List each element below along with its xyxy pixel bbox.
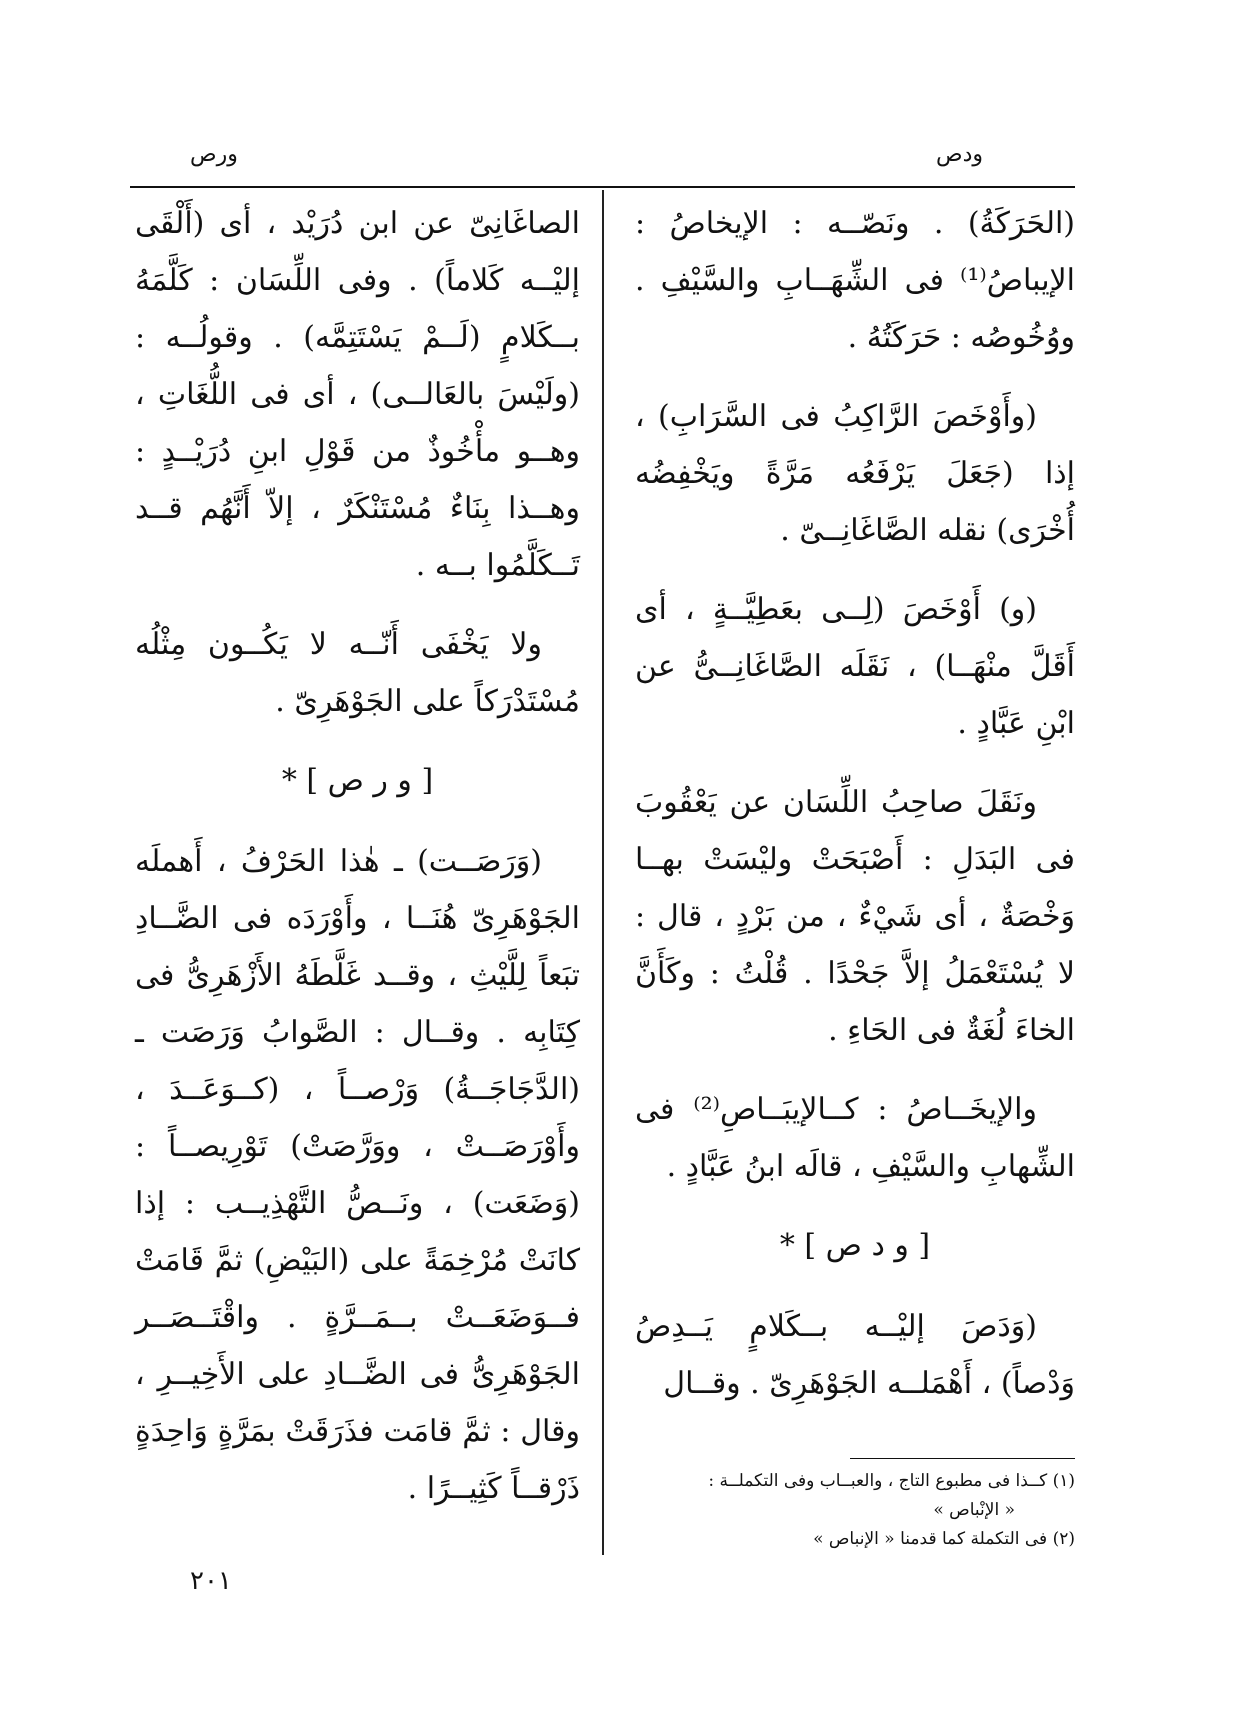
right-paragraph-4: ونَقَلَ صاحِبُ اللِّسَان عن يَعْقُوبَ فى البَدَلِ : أَصْبَحَتْ وليْسَتْ بهــا وَخْصَةٌ ، أى شَيْءٌ ، من بَرْدٍ ، قال : لا يُسْتَعْمَلُ إلاَّ جَحْدًا . قُلْتُ : وكَأَنَّ الخاءَ لُغَةٌ فى الحَاءِ . xyxy=(635,785,1075,1048)
right-paragraph-5: والإيخَــاصُ : كــالإيبَــاصِ⁽²⁾ فى الشِّهابِ والسَّيْفِ ، قالَه ابنُ عَبَّادٍ . xyxy=(635,1092,1075,1184)
page-number: ٢٠١ xyxy=(190,1566,232,1596)
left-column xyxy=(135,195,580,1539)
footnotes xyxy=(640,1468,1075,1555)
header-rule xyxy=(130,186,1075,188)
column-divider xyxy=(602,190,604,1555)
right-column xyxy=(635,195,1075,1434)
running-head-right: ودص xyxy=(935,142,983,167)
footnote-2: (٢) فى التكملة كما قدمنا « الإنباص » xyxy=(813,1529,1075,1549)
left-paragraph-1: الصاغَانِىّ عن ابن دُرَيْد ، أى (أَلْقَى إليْــه كَلاماً) . وفى اللِّسَان : كَلَّمَهُ بــكَلامٍ (لَــمْ يَسْتَتِمَّه) . وقولُــه : (ولَيْسَ بالعَالــى) ، أى فى اللُّغَاتِ ، وهــو مأْخُوذٌ من قَوْلِ ابنِ دُرَيْــدٍ : وهــذا بِنَاءٌ مُسْتَنْكَرٌ ، إلاّ أَنَّهُم قــد تَــكَلَّمُوا بــه . xyxy=(135,206,580,583)
footnote-1-continuation: « الإنْباص » xyxy=(933,1500,1015,1520)
right-paragraph-2: (وأَوْخَصَ الرَّاكِبُ فى السَّرَابِ) ، إذا (جَعَلَ يَرْفَعُه مَرَّةً ويَخْفِضُه أُخْرَى) نقله الصَّاغَانِــىّ . xyxy=(635,399,1075,548)
entry-heading-wds: [ و د ص ] * xyxy=(779,1228,931,1263)
right-paragraph-1: (الحَرَكَةُ) . ونَصّــه : الإيخاصُ : الإيباصُ⁽¹⁾ فى الشِّهَــابِ والسَّيْفِ . ووُخُوصُه : حَرَكَتُهُ . xyxy=(635,206,1075,355)
footnote-rule xyxy=(850,1458,1075,1459)
footnote-1: (١) كــذا فى مطبوع التاج ، والعبــاب وفى التكملــة : xyxy=(708,1471,1075,1491)
entry-paragraph-wds: (وَدَصَ إليْــه بــكَلامٍ يَــدِصُ وَدْصاً) ، أَهْمَلــه الجَوْهَرِىّ . وقــال xyxy=(635,1309,1075,1401)
right-paragraph-3: (و) أَوْخَصَ (لِــى بعَطِيَّــةٍ ، أى أَقَلَّ منْهَــا) ، نَقَلَه الصَّاغَانِــىُّ عن ابْنِ عَبَّادٍ . xyxy=(635,592,1075,741)
running-head-left: ورص xyxy=(190,142,238,167)
entry-heading-wrs: [ و ر ص ] * xyxy=(281,763,434,798)
entry-paragraph-wrs: (وَرَصَــت) ـ هٰذا الحَرْفُ ، أَهملَه الجَوْهَرِىّ هُنَــا ، وأَوْرَدَه فى الضَّــادِ تبَعاً لِلَّيْثِ ، وقــد غَلَّطَهُ الأَزْهَرِىُّ فى كِتَابِه . وقــال : الصَّوابُ وَرَصَت ـ (الدَّجَاجَــةُ) وَرْصــاً ، (كــوَعَــدَ ، وأَوْرَصَــتْ ، ووَرَّصَتْ) تَوْرِيصــاً : (وَضَعَت) ، ونَــصُّ التَّهْذِيــب : إذا كانَتْ مُرْخِمَةً على (البَيْضِ) ثمَّ قَامَتْ فــوَضَعَــتْ بــمَــرَّةٍ . واقْتَــصَــر الجَوْهَرِىُّ فى الضَّــادِ على الأَخِيــرِ ، وقال : ثمَّ قامَت فذَرَقَتْ بمَرَّةٍ وَاحِدَةٍ ذَرْقــاً كَثِيــرًا . xyxy=(135,844,580,1506)
left-paragraph-2: ولا يَخْفَى أَنّــه لا يَكُــون مِثْلُه مُسْتَدْرَكاً على الجَوْهَرِىّ . xyxy=(135,627,580,719)
